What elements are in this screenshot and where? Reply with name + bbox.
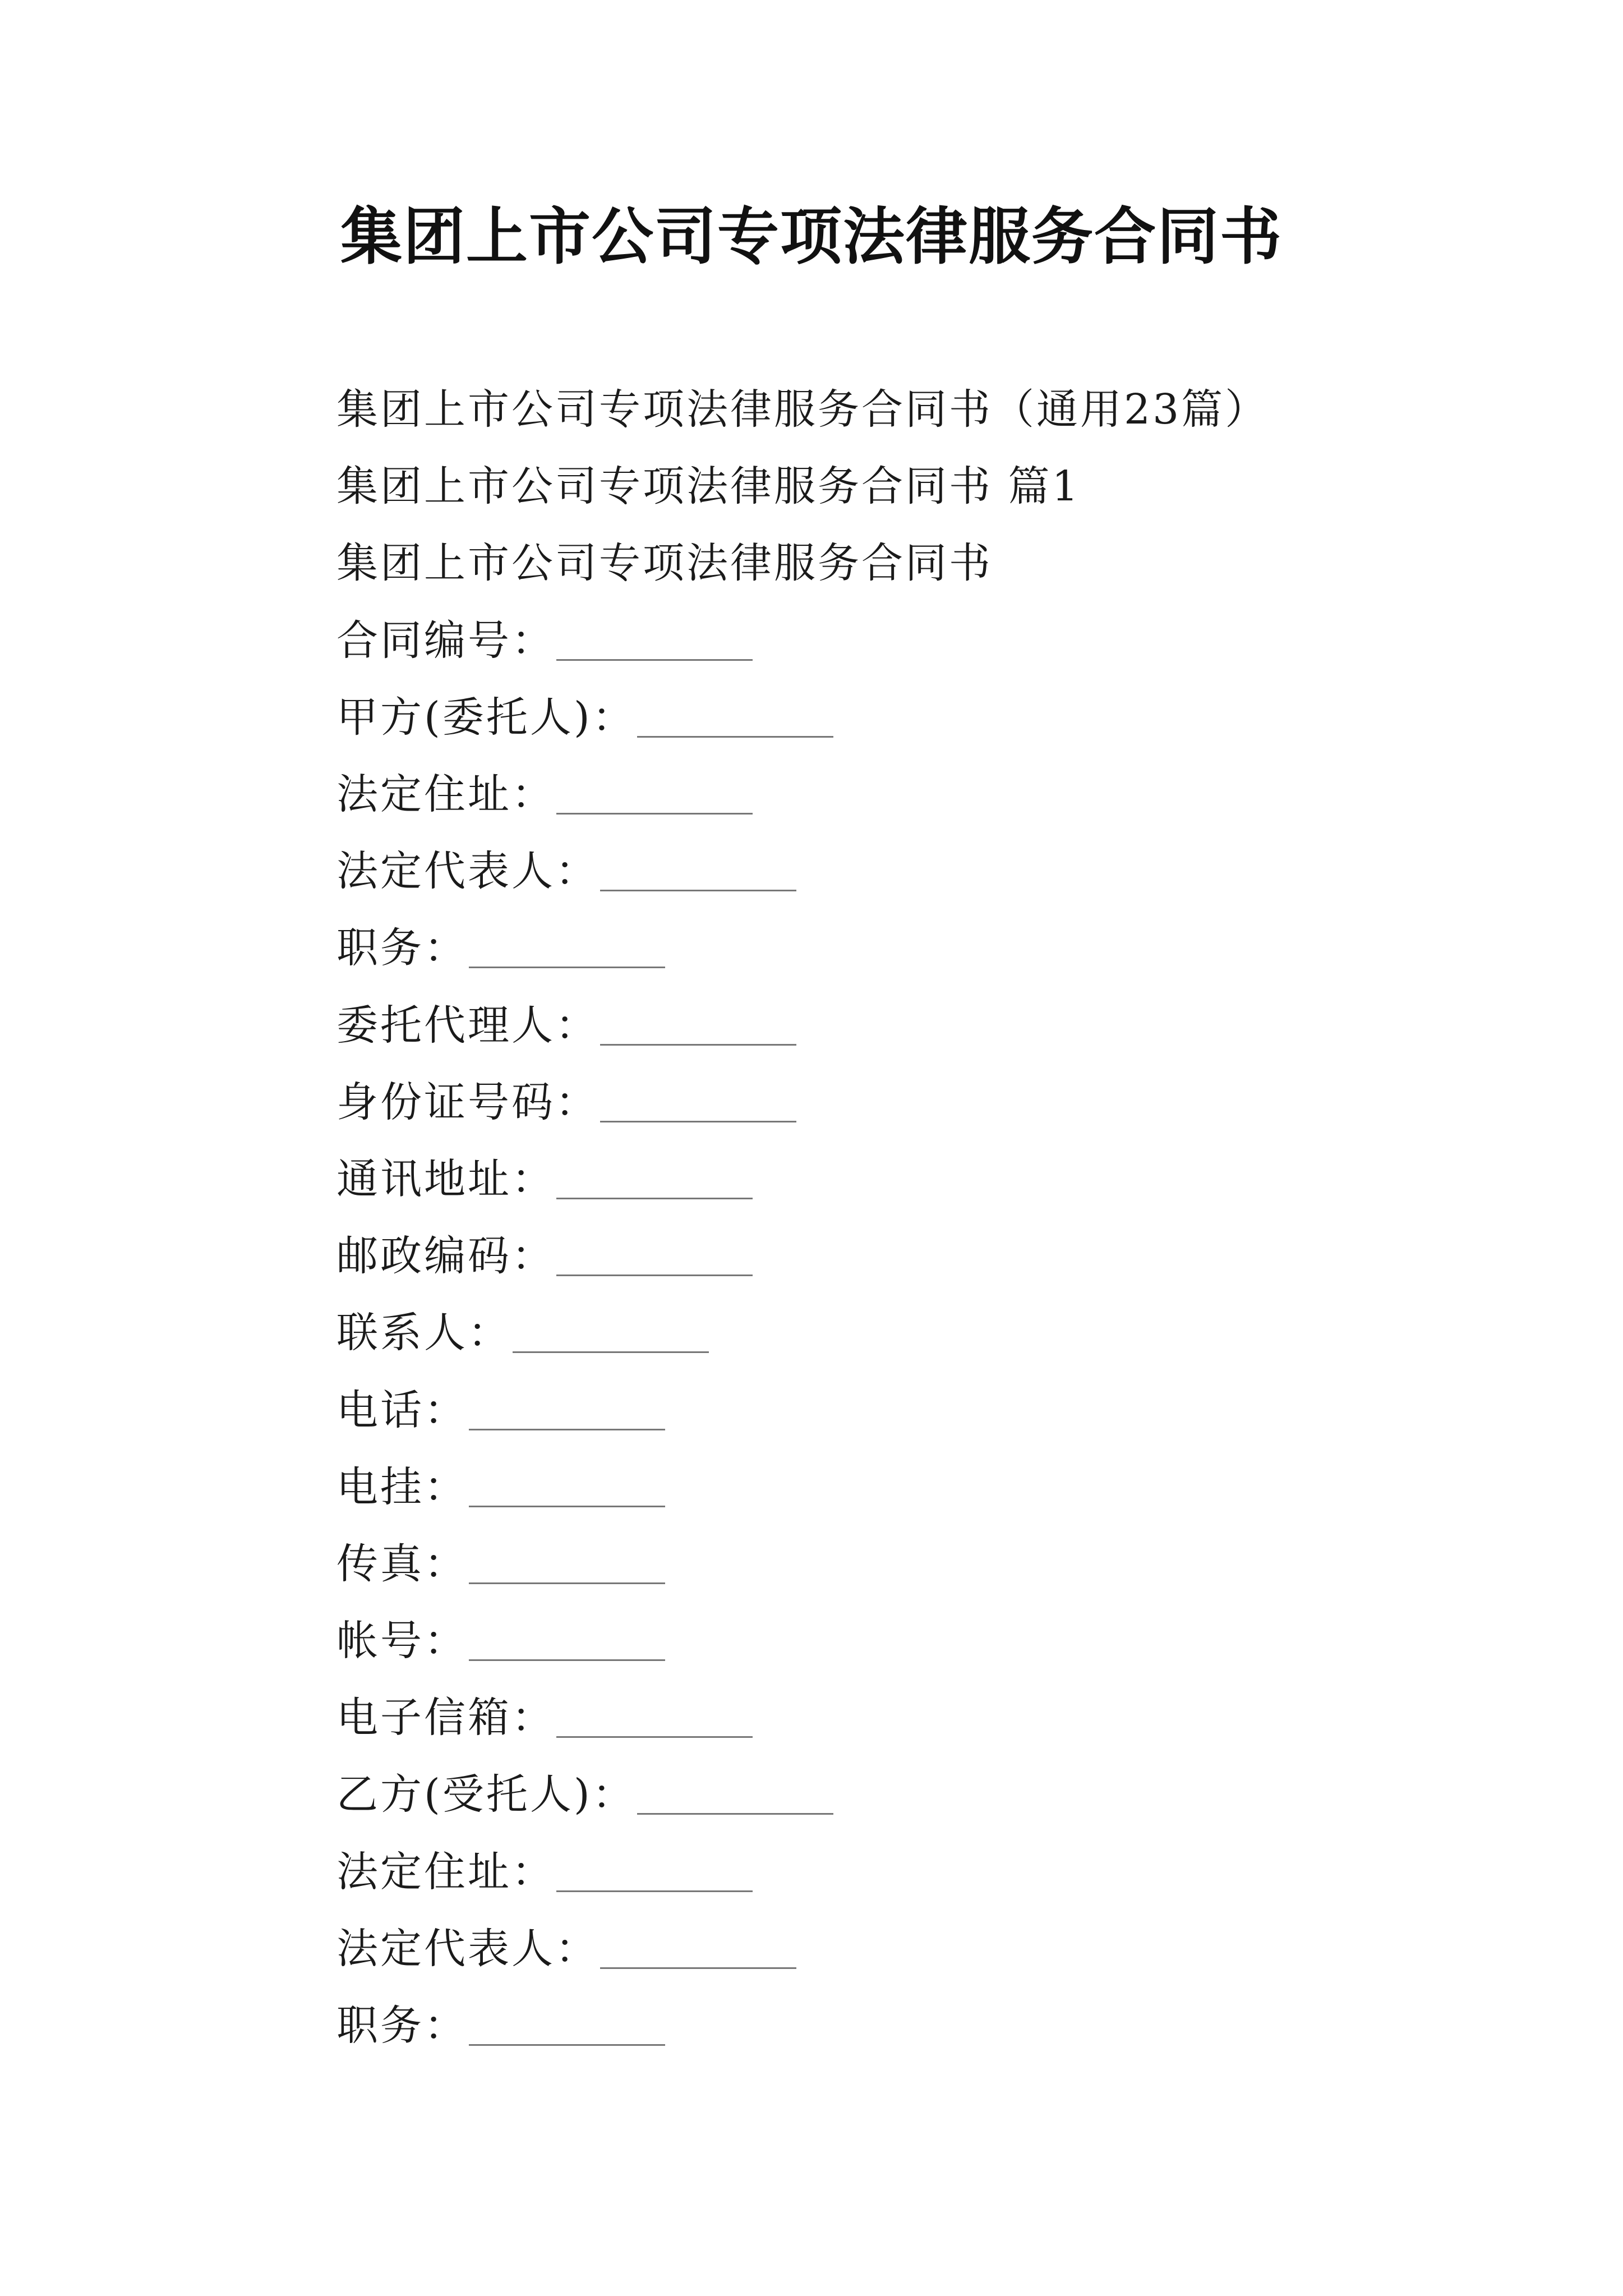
- fill-in-blank: [469, 1551, 665, 1584]
- field-label: 职务：: [336, 2001, 468, 2050]
- intro-text: 集团上市公司专项法律服务合同书（通用23篇）: [336, 385, 1269, 434]
- field-label: 电子信箱：: [336, 1694, 555, 1742]
- field-label: 乙方(受托人)：: [336, 1770, 636, 1819]
- field-label: 法定住址：: [336, 1847, 555, 1896]
- fill-in-blank: [600, 1013, 796, 1046]
- document-title: 集团上市公司专项法律服务合同书: [340, 200, 1283, 273]
- form-field-legal-address-b: [336, 1834, 1514, 1911]
- form-field-account: [336, 1603, 1514, 1680]
- field-label: 职务：: [336, 924, 468, 973]
- fill-in-blank: [600, 1936, 796, 1969]
- form-field-party-b: [336, 1756, 1514, 1833]
- form-field-postal-code: [336, 1218, 1514, 1295]
- form-field-contact-person: [336, 1295, 1514, 1372]
- form-field-agent: [336, 987, 1514, 1064]
- field-label: 合同编号：: [336, 616, 555, 665]
- intro-text: 集团上市公司专项法律服务合同书 篇1: [336, 462, 1081, 511]
- field-label: 传真：: [336, 1539, 468, 1588]
- fill-in-blank: [637, 1782, 833, 1815]
- form-field-fax: [336, 1526, 1514, 1603]
- intro-text: 集团上市公司专项法律服务合同书: [336, 539, 993, 588]
- form-field-contract-number: [336, 602, 1514, 679]
- fill-in-blank: [556, 1859, 753, 1892]
- field-label: 甲方(委托人)：: [336, 693, 636, 742]
- fill-in-blank: [513, 1320, 709, 1353]
- form-field-position: [336, 910, 1514, 987]
- intro-line: [336, 525, 1514, 602]
- form-field-email: [336, 1680, 1514, 1756]
- field-label: 委托代理人：: [336, 1001, 599, 1050]
- field-label: 法定代表人：: [336, 1924, 599, 1973]
- form-field-telegraph: [336, 1449, 1514, 1526]
- field-label: 联系人：: [336, 1309, 511, 1358]
- field-label: 电挂：: [336, 1462, 468, 1511]
- form-field-mailing-address: [336, 1141, 1514, 1218]
- fill-in-blank: [469, 2013, 665, 2046]
- field-label: 帐号：: [336, 1617, 468, 1665]
- form-field-legal-representative: [336, 833, 1514, 910]
- fill-in-blank: [556, 1166, 753, 1199]
- form-field-legal-representative-b: [336, 1911, 1514, 1987]
- fill-in-blank: [556, 1705, 753, 1738]
- form-field-legal-address: [336, 756, 1514, 833]
- field-label: 身份证号码：: [336, 1078, 599, 1126]
- fill-in-blank: [469, 1474, 665, 1507]
- fill-in-blank: [556, 628, 753, 661]
- fill-in-blank: [556, 781, 753, 815]
- form-field-position-b: [336, 1987, 1514, 2064]
- field-label: 电话：: [336, 1386, 468, 1434]
- fill-in-blank: [469, 1397, 665, 1430]
- intro-line: [336, 371, 1514, 448]
- field-label: 法定住址：: [336, 770, 555, 819]
- form-field-id-number: [336, 1064, 1514, 1141]
- fill-in-blank: [637, 705, 833, 738]
- fill-in-blank: [600, 1089, 796, 1122]
- field-label: 邮政编码：: [336, 1232, 555, 1281]
- intro-line: [336, 448, 1514, 525]
- field-label: 法定代表人：: [336, 847, 599, 896]
- fill-in-blank: [556, 1243, 753, 1276]
- fill-in-blank: [600, 858, 796, 891]
- document-body: [336, 371, 1514, 2064]
- fill-in-blank: [469, 1628, 665, 1661]
- fill-in-blank: [469, 935, 665, 968]
- form-field-party-a: [336, 679, 1514, 756]
- field-label: 通讯地址：: [336, 1154, 555, 1203]
- form-field-phone: [336, 1372, 1514, 1448]
